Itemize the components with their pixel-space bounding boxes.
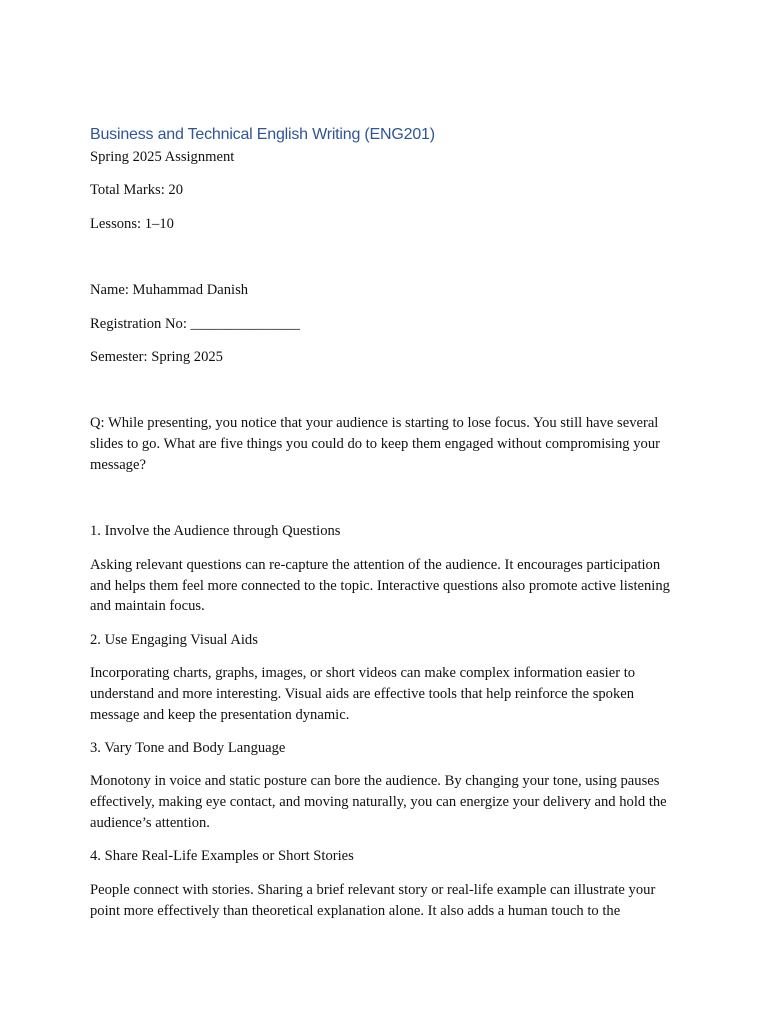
answer-body-3: Monotony in voice and static posture can bore the audience. By changing your tone, using pauses effectively, making eye contact, and moving naturally, you can energize your delivery and hold the audience’s attention. xyxy=(90,773,667,832)
answer-body-4: People connect with stories. Sharing a brief relevant story or real-life example can illustrate your point more effectively than theoretical explanation alone. It also adds a human touch to the xyxy=(90,881,656,919)
answer-heading-3: 3. Vary Tone and Body Language xyxy=(90,740,286,757)
answer-body-2: Incorporating charts, graphs, images, or short videos can make complex information easier to understand and more interesting. Visual aids are effective tools that help reinforce the spoken message and keep the presentation dynamic. xyxy=(90,665,636,723)
question-text: Q: While presenting, you notice that your audience is starting to lose focus. You still have several slides to go. What are five things you could do to keep them engaged without compromising your message? xyxy=(90,415,660,473)
blank-line xyxy=(90,247,682,280)
semester-line: Semester: Spring 2025 xyxy=(90,348,223,365)
total-marks-line: Total Marks: 20 xyxy=(90,182,184,199)
assignment-line: Spring 2025 Assignment xyxy=(90,149,235,165)
document-title: Business and Technical English Writing (ENG201) xyxy=(90,126,435,143)
student-name-line: Name: Muhammad Danish xyxy=(90,282,249,299)
answer-heading-4: 4. Share Real-Life Examples or Short Stories xyxy=(90,848,354,865)
blank-line xyxy=(90,380,682,413)
lessons-line: Lessons: 1–10 xyxy=(90,215,174,232)
document-body xyxy=(90,124,682,934)
registration-line: Registration No: _______________ xyxy=(90,315,300,332)
answer-heading-2: 2. Use Engaging Visual Aids xyxy=(90,631,258,648)
answer-heading-1: 1. Involve the Audience through Questions xyxy=(90,523,341,540)
answer-body-1: Asking relevant questions can re-capture the attention of the audience. It encourages participation and helps them feel more connected to the topic. Interactive questions also promote active listening and maintain focus. xyxy=(90,556,670,615)
blank-line xyxy=(90,488,682,521)
